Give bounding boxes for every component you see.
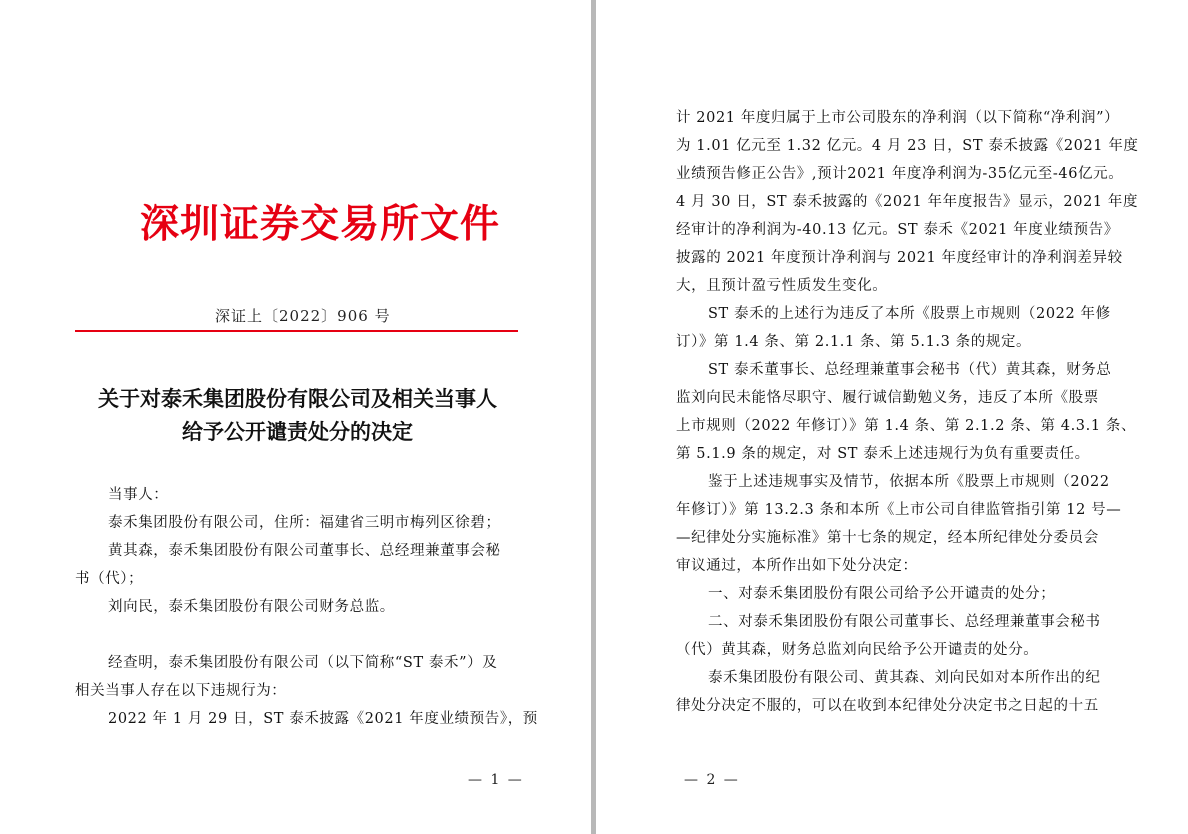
body-line: 黄其森，泰禾集团股份有限公司董事长、总经理兼董事会秘 <box>108 543 501 559</box>
body-line: ST 泰禾的上述行为违反了本所《股票上市规则（2022 年修 <box>708 306 1111 322</box>
body-line: 披露的 2021 年度预计净利润与 2021 年度经审计的净利润差异较 <box>676 250 1123 266</box>
body-line: 上市规则（2022 年修订）》第 1.4 条、第 2.1.2 条、第 4.3.1 条、 <box>676 418 1137 434</box>
page-number: — 2 — <box>684 772 740 788</box>
body-line: 鉴于上述违规事实及情节，依据本所《股票上市规则（2022 <box>708 474 1110 490</box>
body-line: 二、对泰禾集团股份有限公司董事长、总经理兼董事会秘书 <box>708 614 1101 630</box>
body-line: 审议通过，本所作出如下处分决定： <box>676 558 918 574</box>
body-line: 业绩预告修正公告》,预计2021 年度净利润为-35亿元至-46亿元。 <box>676 166 1124 182</box>
body-line: 泰禾集团股份有限公司，住所：福建省三明市梅列区徐碧； <box>108 515 501 531</box>
body-line: 经查明，泰禾集团股份有限公司（以下简称“ST 泰禾”）及 <box>108 655 498 671</box>
body-line: 年修订）》第 13.2.3 条和本所《上市公司自律监管指引第 12 号— <box>676 502 1122 518</box>
body-line: 一、对泰禾集团股份有限公司给予公开谴责的处分； <box>708 586 1056 602</box>
body-line: —纪律处分实施标准》第十七条的规定，经本所纪律处分委员会 <box>676 530 1099 546</box>
header-title: 深圳证券交易所文件 <box>140 201 501 247</box>
body-line: 律处分决定不服的，可以在收到本纪律处分决定书之日起的十五 <box>676 698 1099 714</box>
body-line: 监刘向民未能恪尽职守、履行诚信勤勉义务，违反了本所《股票 <box>676 390 1099 406</box>
body-line: 相关当事人存在以下违规行为： <box>75 683 287 699</box>
body-line: （代）黄其森，财务总监刘向民给予公开谴责的处分。 <box>676 642 1039 658</box>
decision-title-line: 给予公开谴责处分的决定 <box>182 419 413 444</box>
header-divider-line <box>75 330 518 332</box>
body-line: ST 泰禾董事长、总经理兼董事会秘书（代）黄其森，财务总 <box>708 362 1112 378</box>
document-number: 深证上〔2022〕906 号 <box>215 307 391 325</box>
body-line: 计 2021 年度归属于上市公司股东的净利润（以下简称“净利润”） <box>676 110 1120 126</box>
page-number: — 1 — <box>468 772 524 788</box>
body-line: 为 1.01 亿元至 1.32 亿元。4 月 23 日，ST 泰禾披露《2021 年度 <box>676 138 1139 154</box>
body-line: 第 5.1.9 条的规定，对 ST 泰禾上述违规行为负有重要责任。 <box>676 446 1090 462</box>
body-line: 刘向民，泰禾集团股份有限公司财务总监。 <box>108 599 395 615</box>
body-line: 书（代）； <box>75 571 144 587</box>
body-line: 当事人： <box>108 487 169 503</box>
decision-title <box>60 382 535 448</box>
document-page-1 <box>0 0 591 834</box>
body-line: 订）》第 1.4 条、第 2.1.1 条、第 5.1.3 条的规定。 <box>676 334 1032 350</box>
body-line: 2022 年 1 月 29 日，ST 泰禾披露《2021 年度业绩预告》，预 <box>108 711 538 727</box>
body-line: 4 月 30 日，ST 泰禾披露的《2021 年年度报告》显示，2021 年度 <box>676 194 1139 210</box>
decision-title-line: 关于对泰禾集团股份有限公司及相关当事人 <box>98 386 497 411</box>
body-line: 经审计的净利润为-40.13 亿元。ST 泰禾《2021 年度业绩预告》 <box>676 222 1119 238</box>
document-page-2 <box>596 0 1188 834</box>
body-line: 泰禾集团股份有限公司、黄其森、刘向民如对本所作出的纪 <box>708 670 1101 686</box>
body-line: 大，且预计盈亏性质发生变化。 <box>676 278 888 294</box>
